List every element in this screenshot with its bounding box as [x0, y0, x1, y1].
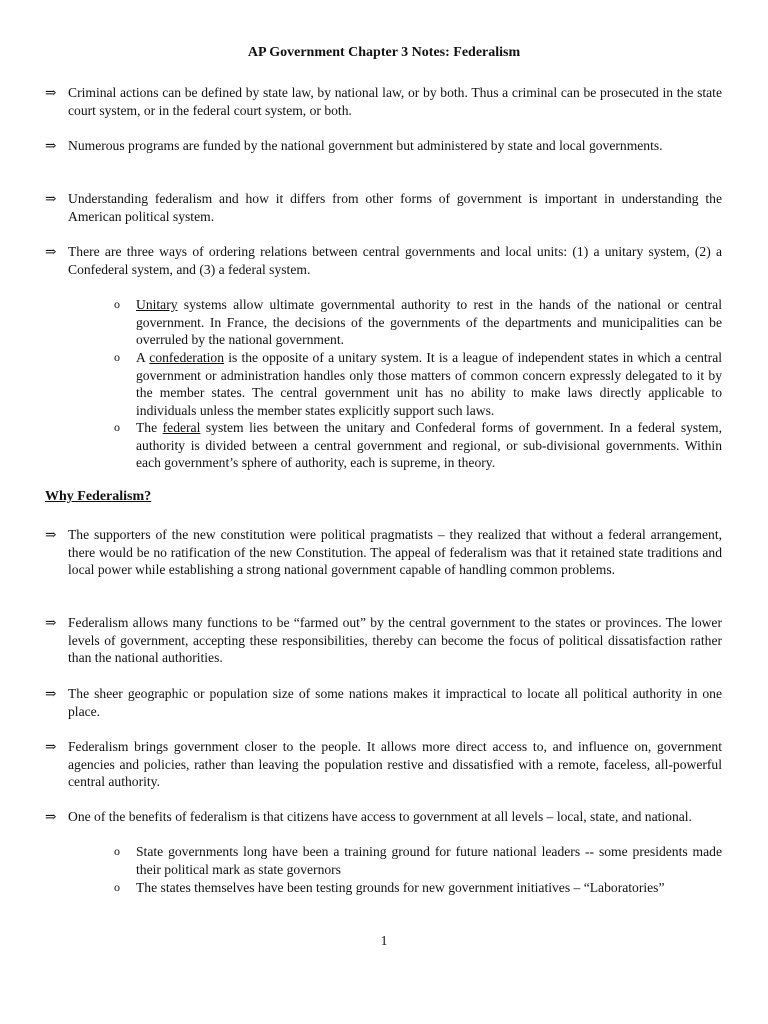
- page-number: 1: [380, 933, 388, 948]
- arrow-icon: ⇒: [45, 244, 57, 259]
- sub-bullet-laboratories: [114, 879, 722, 897]
- section-heading-why-federalism: Why Federalism?: [45, 489, 152, 504]
- term-unitary: Unitary: [136, 297, 178, 312]
- rest-text: system lies between the unitary and Confederal forms of government. In a federal system, authority is divided between a central government and regional, or sub-divisional governments. Within each government’s sphere of authority, each is supreme, in theory.: [136, 420, 722, 470]
- bullet-text: Federalism allows many functions to be “farmed out” by the central government to the states or provinces. The lower levels of government, accepting these responsibilities, thereby can become the focus of political dissatisfaction rather than the national authorities.: [68, 615, 722, 665]
- circle-bullet-icon: o: [114, 297, 120, 311]
- arrow-icon: ⇒: [45, 191, 57, 206]
- bullet-closer-to-people: [45, 738, 722, 791]
- bullet-three-ways: [45, 243, 722, 278]
- arrow-icon: ⇒: [45, 615, 57, 630]
- arrow-icon: ⇒: [45, 527, 57, 542]
- circle-bullet-icon: o: [114, 844, 120, 858]
- bullet-text: Numerous programs are funded by the national government but administered by state and local governments.: [68, 138, 663, 153]
- bullet-text: The sheer geographic or population size of some nations makes it impractical to locate all political authority in one place.: [68, 686, 722, 719]
- sub-bullet-training-ground: [114, 843, 722, 878]
- term-confederation: confederation: [149, 350, 225, 365]
- bullet-programs-funded: [45, 137, 722, 155]
- bullet-access-all-levels: [45, 808, 722, 826]
- rest-text: is the opposite of a unitary system. It is a league of independent states in which a central government or administration handles only those matters of common concern expressly delegated to it by the member states. The central government unit has no ability to make laws directly applicable to individuals unless the member states explicitly support such laws.: [136, 350, 723, 418]
- sub-bullet-text: [136, 419, 722, 472]
- arrow-icon: ⇒: [45, 739, 57, 754]
- bullet-text: There are three ways of ordering relations between central governments and local units: (1) a unitary system, (2) a Confederal system, and (3) a federal system.: [68, 244, 722, 277]
- arrow-icon: ⇒: [45, 138, 57, 153]
- bullet-text: Federalism brings government closer to the people. It allows more direct access to, and influence on, government agencies and policies, rather than leaving the population restive and dissatisfied with a remote, faceless, all-powerful central authority.: [68, 739, 722, 789]
- sub-bullet-unitary: [114, 296, 722, 349]
- lead-text: A: [136, 350, 150, 365]
- bullet-farmed-out: [45, 614, 722, 667]
- sub-bullet-text: The states themselves have been testing grounds for new government initiatives – “Laboratories”: [136, 880, 665, 895]
- sub-bullet-text: State governments long have been a training ground for future national leaders -- some presidents made their political mark as state governors: [136, 844, 722, 877]
- arrow-icon: ⇒: [45, 686, 57, 701]
- bullet-understanding-federalism: [45, 190, 722, 225]
- bullet-text: One of the benefits of federalism is that citizens have access to government at all levels – local, state, and national.: [68, 809, 692, 824]
- circle-bullet-icon: o: [114, 350, 120, 364]
- lead-text: The: [136, 420, 163, 435]
- document-title: AP Government Chapter 3 Notes: Federalism: [247, 45, 521, 60]
- bullet-text: Criminal actions can be defined by state law, by national law, or by both. Thus a criminal can be prosecuted in the state court system, or in the federal court system, or both.: [68, 85, 722, 118]
- bullet-criminal-actions: [45, 84, 722, 119]
- bullet-text: The supporters of the new constitution were political pragmatists – they realized that without a federal arrangement, there would be no ratification of the new Constitution. The appeal of federalism was that it retained state traditions and local power while establishing a strong national government capable of handling common problems.: [68, 527, 722, 577]
- arrow-icon: ⇒: [45, 809, 57, 824]
- term-federal: federal: [162, 420, 201, 435]
- circle-bullet-icon: o: [114, 420, 120, 434]
- arrow-icon: ⇒: [45, 85, 57, 100]
- sub-bullet-text: [136, 296, 722, 349]
- sub-bullet-text: [136, 349, 722, 419]
- sub-bullet-confederation: [114, 349, 722, 419]
- bullet-supporters: [45, 526, 722, 579]
- circle-bullet-icon: o: [114, 880, 120, 894]
- bullet-text: Understanding federalism and how it differs from other forms of government is important in understanding the American political system.: [68, 191, 722, 224]
- sub-bullet-federal: [114, 419, 722, 472]
- bullet-geographic-size: [45, 685, 722, 720]
- rest-text: systems allow ultimate governmental authority to rest in the hands of the national or central government. In France, the decisions of the governments of the departments and municipalities can be overruled by the national government.: [136, 297, 722, 347]
